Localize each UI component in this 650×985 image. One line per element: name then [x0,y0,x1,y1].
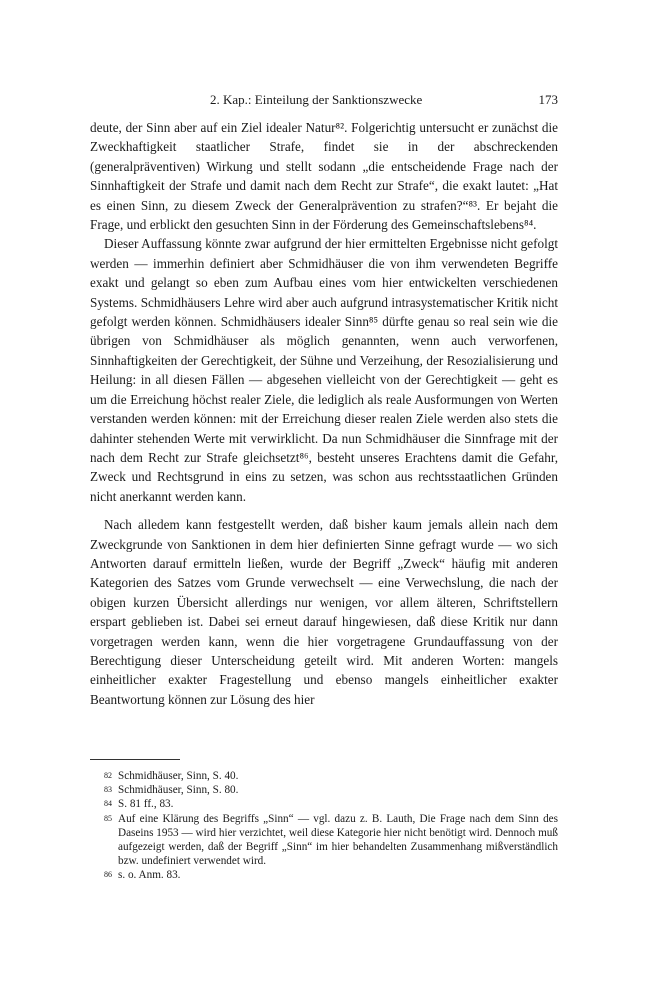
footnote-text: S. 81 ff., 83. [118,798,174,811]
footnote [90,783,558,797]
footnote-number: 82 [104,771,112,780]
paragraph: deute, der Sinn aber auf ein Ziel idealer Natur⁸². Folgerichtig untersucht er zunächst die Zweckhaftigkeit staatlicher Strafe, findet sie in der abschreckenden (generalpräventiven) Wirkung und stellt sodann „die entscheidende Frage nach der Sinnhaftigkeit der Strafe und damit nach dem Recht zur Strafe“, die exakt lautet: „Hat es einen Sinn, zu diesem Zweck der Generalprävention zu strafen?“⁸³. Er bejaht die Frage, und erblickt den gesuchten Sinn in der Förderung des Gemeinschaftslebens⁸⁴. [90,120,558,233]
footnote-text: Schmidhäuser, Sinn, S. 80. [118,784,239,797]
chapter-title: 2. Kap.: Einteilung der Sanktionszwecke [210,92,423,107]
footnote [90,797,558,811]
footnote-text: Schmidhäuser, Sinn, S. 40. [118,770,239,782]
footnote [90,868,558,882]
main-text [90,118,558,709]
footnotes [90,769,558,883]
page-number: 173 [538,92,558,107]
footnote-number: 85 [104,813,112,823]
footnote [90,769,558,783]
paragraph: Dieser Auffassung könnte zwar aufgrund der hier ermittelten Ergebnisse nicht gefolgt werden — immerhin definiert aber Schmidhäuser die von ihm verwendeten Begriffe exakt und gelangt so eben zum Aufbau eines vom hier entwickelten verschiedenen Systems. Schmidhäusers Lehre wird aber auch aufgrund intrasystematischer Kritik nicht gefolgt werden können. Schmidhäusers idealer Sinn⁸⁵ dürfte genau so real sein wie die übrigen von Schmidhäuser als möglich genannten, wenn auch verworfenen, Sinnhaftigkeiten der Gerechtigkeit, der Sühne und Verzeihung, der Resozialisierung und Heilung: in all diesen Fällen — abgesehen vielleicht von der Gerechtigkeit — geht es um die Erreichung höchst realer Ziele, die lediglich als reale Ausformungen von Werten verstanden werden können: mit der Erreichung dieser realen Ziele werden also stets die dahinter stehenden Werte mit verwirklicht. Da nun Schmidhäuser die Sinnfrage mit der nach dem Recht zur Strafe gleichsetzt⁸⁶, besteht unseres Erachtens damit die Gefahr, Zweck und Rechtsgrund in eins zu setzen, was schon aus rechtsstaatlichen Gründen nicht anerkannt werden kann. [90,236,558,504]
footnote-text: s. o. Anm. 83. [118,869,181,882]
footnote [90,812,558,869]
paragraph: Nach alledem kann festgestellt werden, daß bisher kaum jemals allein nach dem Zweckgrunde von Sanktionen in dem hier definierten Sinne gefragt wurde — wo sich Antworten darauf ermitteln ließen, wurde der Begriff „Zweck“ häufig mit anderen Kategorien des Satzes vom Grunde verwechselt — eine Verwechslung, die nach der obigen kurzen Übersicht allerdings nur wenigen, vor allem älteren, Schriftstellern erspart geblieben ist. Dabei sei erneut darauf hingewiesen, daß diese Kritik nur dann vorgetragen werden kann, wenn die hier vorgetragene Grundauffassung von der Berechtigung dieser Unterscheidung geteilt wird. Mit anderen Worten: mangels einheitlicher exakter Fragestellung und ebenso mangels einheitlicher exakter Beantwortung können zur Lösung des hier [90,517,558,707]
footnote-number: 84 [104,799,112,809]
footnote-number: 83 [104,785,112,795]
running-header [90,92,558,112]
footnote-separator [90,759,180,760]
footnote-text: Auf eine Klärung des Begriffs „Sinn“ — vgl. dazu z. B. Lauth, Die Frage nach dem Sinn des Daseins 1953 — wird hier verzichtet, weil diese Kategorie hier nicht benötigt wird. Dennoch muß aufgezeigt werden, daß der Begriff „Sinn“ im hier behandelten Zusammenhang mißverständlich bzw. undefiniert verwendet wird. [118,812,558,868]
footnote-number: 86 [104,870,112,880]
